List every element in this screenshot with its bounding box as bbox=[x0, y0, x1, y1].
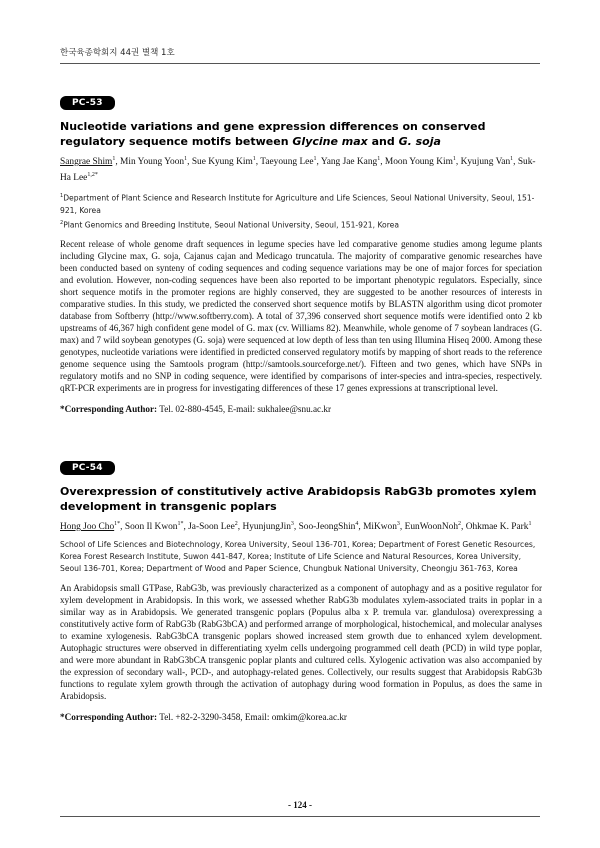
abstract-id-badge: PC-53 bbox=[60, 96, 115, 110]
author-name: Hong Joo Cho bbox=[60, 522, 115, 533]
author-name: Soo-JeongShin bbox=[298, 522, 356, 533]
affiliation-sup: 1 bbox=[60, 193, 64, 200]
affiliation-text: Plant Genomics and Breeding Institute, Seoul National University, Seoul, 151-921, Korea bbox=[63, 220, 399, 230]
title-part-italic: G. soja bbox=[398, 135, 441, 148]
title-part: Overexpression of constitutively active Arabidopsis RabG3b promotes xylem development in transgenic poplars bbox=[60, 485, 537, 513]
title-part: Nucleotide variations and gene expression differences on conserved regulatory sequence motifs between bbox=[60, 120, 486, 148]
author-name: Sangrae Shim bbox=[60, 157, 113, 168]
corresponding-contact: Tel. +82-2-3290-3458, Email: omkim@korea.ac.kr bbox=[159, 712, 347, 723]
affiliation bbox=[60, 190, 542, 217]
author-name: Yang Jae Kang bbox=[320, 157, 378, 168]
author-name: Ja-Soon Lee bbox=[188, 522, 235, 533]
author-sup: 1 bbox=[452, 156, 456, 162]
header-divider bbox=[60, 63, 540, 64]
author-sup: 2 bbox=[458, 521, 462, 527]
author-name: Soon Il Kwon bbox=[124, 522, 178, 533]
abstract-pc-53 bbox=[60, 92, 542, 415]
author-sup: 1 bbox=[252, 156, 256, 162]
journal-header: 한국육종학회지 44권 별책 1호 bbox=[60, 48, 175, 58]
author-sup: 1* bbox=[114, 521, 121, 527]
abstract-id-badge: PC-54 bbox=[60, 461, 115, 475]
author-sup: 2 bbox=[234, 521, 238, 527]
corresponding-author bbox=[60, 403, 542, 415]
author-sup: 1 bbox=[112, 156, 116, 162]
author-name: Ohkmae K. Park bbox=[465, 522, 529, 533]
abstract-pc-54 bbox=[60, 457, 542, 723]
author-name: MiKwon bbox=[363, 522, 397, 533]
abstract-title bbox=[60, 119, 542, 149]
affiliation-sup: 2 bbox=[60, 219, 64, 226]
author-list: Hong Joo Cho$^{1*}$, Soon Il Kwon$^{1*}$, Ja-Soon Lee$^2$, HyunjungJin$^3$, Soo-JeongShin$^4$, MiKwon$^3$, EunWoonNoh$^2$, Ohkmae K. Park$^1$ bbox=[60, 521, 532, 533]
corresponding-label: *Corresponding Author: bbox=[60, 712, 158, 723]
title-part-italic: Glycine max bbox=[292, 135, 368, 148]
affiliation-list: School of Life Sciences and Biotechnology, Korea University, Seoul 136-701, Korea; Department of Forest Genetic Resources, Korea Forest Research Institute, Suwon 441-847, Korea; Institute of Life Science and Natural Resources, Korea University, Seoul 136-701, Korea; Department of Wood and Paper Science, Chungbuk National University, Cheongju 361-763, Korea bbox=[60, 540, 536, 574]
author-sup: 1* bbox=[177, 521, 184, 527]
title-part: and bbox=[367, 135, 399, 148]
author-name: Kyujung Van bbox=[460, 157, 511, 168]
abstract-body: An Arabidopsis small GTPase, RabG3b, was previously characterized as a component of autophagy and as a positive regulator for xylem development in Arabidopsis. In this work, we assessed whether RabG3b modulates xylem-associated traits in poplar in a similar way as in Arabidopsis. We generated transgenic poplars (Populus alba x P. tremula var. glandulosa) overexpressing a constitutively active form of RabG3b (RabG3bCA) and performed arrange of morphological, histochemical, and molecular analyses to examine xylogenesis. RabG3bCA transgenic poplars showed increased stem growth due to enhanced xylem development. Autophagic structures were observed in differentiating xyelm cells undergoing programmed cell death (PCD) in wild type poplar, and were more abundant in RabG3bCA transgenic poplar plants and cultured cells. Xylogenic activation was also accompanied by the expression of secondary wall-, PCD-, and autophagy-related genes. Collectively, our results suggest that Arabidopsis RabG3b functions to regulate xylem growth through the activation of autophagy during wood formation in Populus, as does the same in Arabidopsis. bbox=[60, 583, 542, 702]
abstract-body: Recent release of whole genome draft sequences in legume species have led comparative genome studies among legume plants including Glycine max, G. soja, Cajanus cajan and Medicago truncatula. The majority of comparative genomic researches have been conducted based on synteny of coding sequences and coding sequence variations may be one of major forces for speciation and evolution. However, non-coding sequences have been also reported to be important phenotypic regulators. Especially, since short sequence motifs in the promoter regions are highly conserved, they are suggested to be another resources of interests in comparative studies. In this study, we predicted the conserved short sequence motifs by BLASTN algorithm using dicot promoter database from Softberry (http://www.softberry.com). A total of 37,396 conserved short sequence motifs were identified onto 2 kb upstreams of 46,367 high confident gene model of G. max (cv. Williams 82). Meanwhile, whole genome of 7 soybean landraces (G. max) and 7 wild soybean genotypes (G. soja) were sequenced at low depth of less than ten using Illumina Hiseq 2000. Among these genotypes, nucleotide variations were identified in predicted conserved regulatory motifs by mapping of short reads to the reference genome sequence using the Samtools program (http://samtools.sourceforge.net/). Fifteen and two genes, which have SNPs in regulatory motifs and no SNP in coding sequence, were identified by comparisons of inter-species and intra-species, respectively. qRT-PCR experiments are in progress for investigating differences of these 17 genes expressions at transcriptional level. bbox=[60, 239, 542, 394]
author-sup: 1,2* bbox=[87, 172, 98, 179]
abstract-title bbox=[60, 484, 542, 514]
author-name: Taeyoung Lee bbox=[260, 157, 314, 168]
author-name: Suk-Ha Lee bbox=[60, 157, 536, 184]
page-number: - 124 - bbox=[288, 800, 312, 810]
author-sup: 4 bbox=[355, 521, 359, 527]
author-sup: 1 bbox=[528, 521, 532, 527]
author-name: Sue Kyung Kim bbox=[191, 157, 253, 168]
author-sup: 3 bbox=[396, 521, 400, 527]
affiliation-text: Department of Plant Science and Research Institute for Agriculture and Life Sciences, Seoul National University, Seoul, 151-921, Korea bbox=[60, 193, 535, 215]
author-name: EunWoonNoh bbox=[404, 522, 459, 533]
author-name: Moon Young Kim bbox=[384, 157, 453, 168]
footer-divider bbox=[60, 816, 540, 817]
author-sup: 1 bbox=[377, 156, 381, 162]
affiliation-list bbox=[60, 190, 542, 231]
author-name: Min Young Yoon bbox=[120, 157, 185, 168]
author-sup: 1 bbox=[184, 156, 188, 162]
author-list: Sangrae Shim$^1$, Min Young Yoon$^1$, Sue Kyung Kim$^1$, Taeyoung Lee$^1$, Yang Jae Kang$^1$, Moon Young Kim$^1$, Kyujung Van$^1$, Suk-Ha Lee$^{1,2*}$ bbox=[60, 156, 536, 184]
author-sup: 1 bbox=[313, 156, 317, 162]
corresponding-author bbox=[60, 711, 542, 723]
author-name: HyunjungJin bbox=[242, 522, 291, 533]
corresponding-contact: Tel. 02-880-4545, E-mail: sukhalee@snu.ac.kr bbox=[159, 404, 332, 415]
affiliation bbox=[60, 217, 542, 232]
author-sup: 3 bbox=[290, 521, 294, 527]
corresponding-label: *Corresponding Author: bbox=[60, 404, 158, 415]
author-sup: 1 bbox=[510, 156, 514, 162]
